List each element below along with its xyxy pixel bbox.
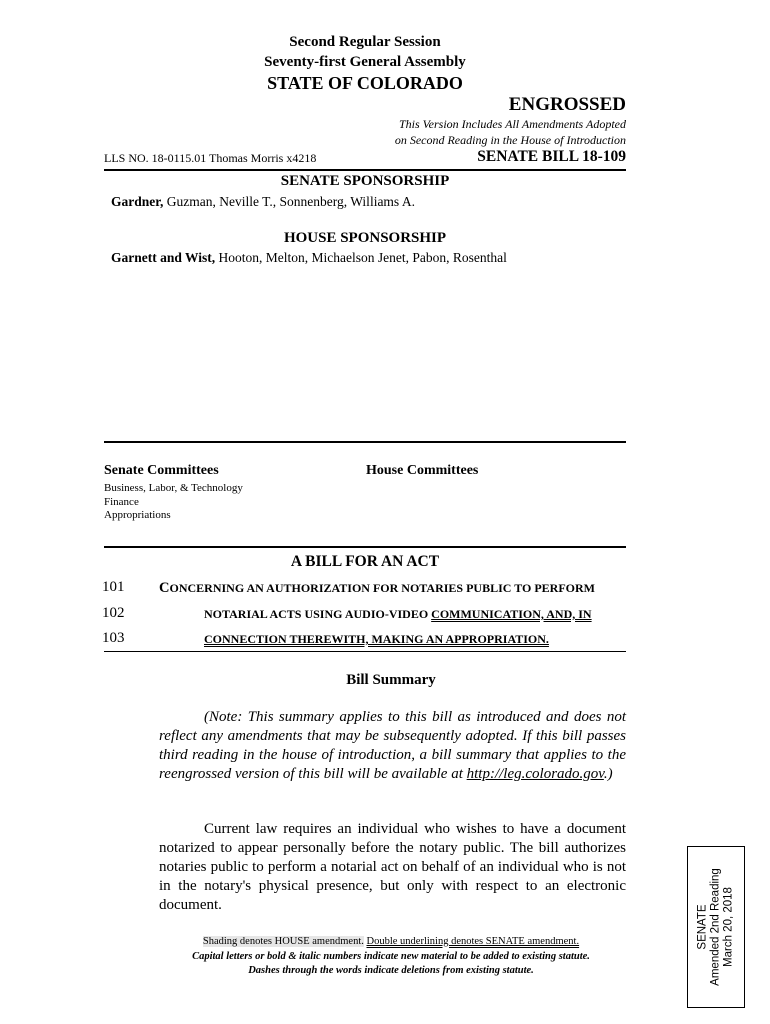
bill-title: A BILL FOR AN ACT [290, 553, 440, 570]
bill-title-line-2 [204, 607, 592, 622]
version-note-1: This Version Includes All Amendments Adopted [399, 117, 626, 131]
house-committees-heading: House Committees [366, 463, 479, 478]
amendment-legend [0, 936, 770, 947]
line-number: 101 [102, 579, 125, 595]
committee-item: Finance [104, 495, 139, 508]
senate-sponsorship-heading: SENATE SPONSORSHIP [280, 173, 450, 189]
line-number: 102 [102, 605, 125, 621]
bill-summary-heading: Bill Summary [346, 672, 436, 688]
stamp-line-date: March 20, 2018 [722, 887, 735, 967]
state-label: STATE OF COLORADO [267, 73, 463, 93]
senate-underline-note: Double underlining denotes SENATE amendment. [366, 936, 580, 947]
title-line-text: ONCERNING AN AUTHORIZATION FOR NOTARIES PUBLIC TO PERFORM [169, 581, 595, 595]
senate-committees-list [104, 482, 243, 523]
committees-rule [104, 441, 626, 443]
amended-text: CONNECTION THEREWITH, MAKING AN APPROPRIATION. [204, 632, 549, 646]
senate-committees-heading: Senate Committees [104, 463, 219, 478]
title-end-rule [104, 651, 626, 652]
senate-amendment-stamp [687, 846, 745, 1008]
stamp-line-chamber: SENATE [696, 904, 709, 950]
house-sponsors [111, 250, 507, 266]
house-lead-sponsor: Garnett and Wist, [111, 250, 216, 265]
house-cosponsors: Hooton, Melton, Michaelson Jenet, Pabon, Rosenthal [218, 250, 507, 265]
summary-note [159, 708, 626, 784]
committee-item: Appropriations [104, 509, 171, 521]
capital-letters-note: Capital letters or bold & italic numbers indicate new material to be added to existing statute. [192, 951, 590, 962]
bill-title-line-1 [159, 580, 595, 597]
house-shading-note: Shading denotes HOUSE amendment. [202, 936, 364, 947]
senate-cosponsors: Guzman, Neville T., Sonnenberg, Williams A. [166, 194, 415, 209]
stamp-line-status: Amended 2nd Reading [709, 868, 722, 986]
version-label: ENGROSSED [508, 94, 626, 115]
summary-note-text: (Note: This summary applies to this bill as introduced and does not reflect any amendments that may be subsequently adopted. If this bill passes third reading in the house of introduction, a bill summary that applies to the reengrossed version of this bill will be available at [159, 709, 626, 782]
drop-cap: C [159, 580, 170, 596]
leg-link[interactable]: http://leg.colorado.gov [466, 766, 604, 782]
lls-number: LLS NO. 18-0115.01 Thomas Morris x4218 [104, 151, 317, 165]
committee-item: Business, Labor, & Technology [104, 482, 243, 494]
stamp-text [697, 852, 736, 1002]
header-rule [104, 169, 626, 171]
line-number: 103 [102, 630, 125, 646]
assembly-label: Seventy-first General Assembly [264, 54, 466, 70]
senate-lead-sponsor: Gardner, [111, 194, 164, 209]
bill-title-rule [104, 546, 626, 548]
version-note-2: on Second Reading in the House of Introduction [394, 133, 626, 147]
title-line-text: NOTARIAL ACTS USING AUDIO-VIDEO [204, 607, 432, 621]
house-sponsorship-heading: HOUSE SPONSORSHIP [283, 230, 447, 246]
bill-number: SENATE BILL 18-109 [477, 148, 626, 165]
amended-text: COMMUNICATION, AND, IN [431, 607, 592, 621]
dashes-note: Dashes through the words indicate deletions from existing statute. [248, 965, 534, 976]
summary-note-end: .) [603, 766, 613, 782]
senate-sponsors [111, 194, 415, 210]
session-label: Second Regular Session [289, 34, 441, 50]
summary-body: Current law requires an individual who wishes to have a document notarized to appear personally before the notary public. The bill authorizes notaries public to perform a notarial act on behalf of an individual who is not in the notary's physical presence, but only with respect to an electronic document. [159, 821, 626, 913]
bill-title-line-3 [204, 632, 549, 647]
